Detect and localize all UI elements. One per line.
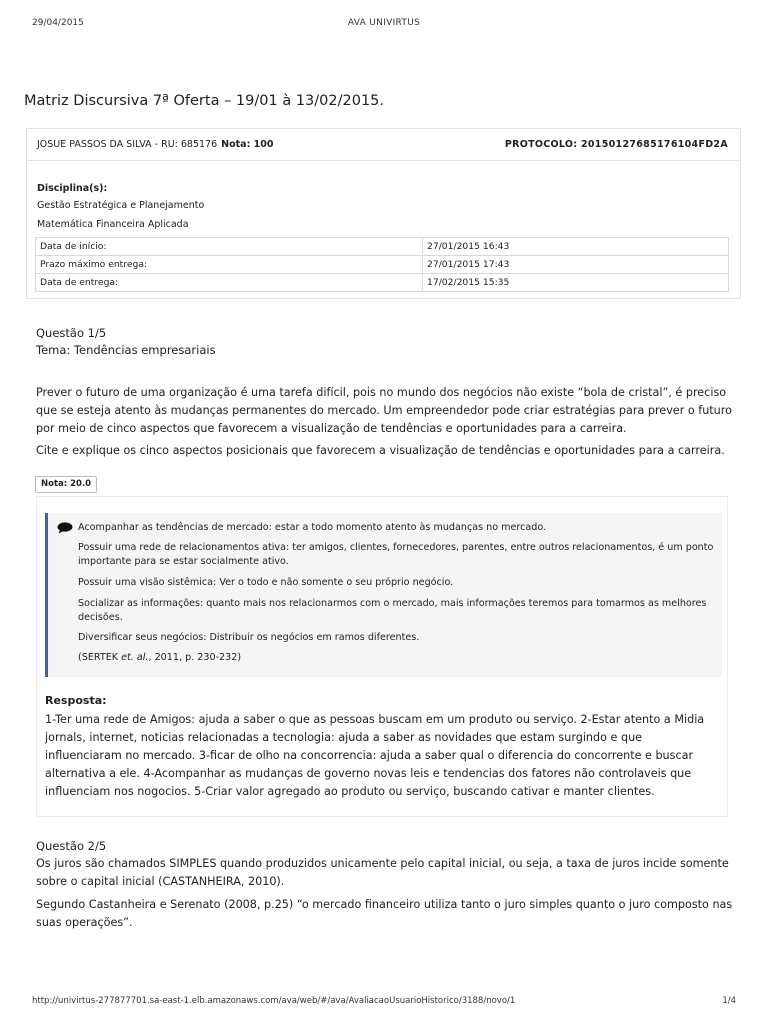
exam-info-box	[26, 128, 741, 299]
exam-info-header	[27, 129, 740, 161]
reference-item: Socializar as informações: quanto mais nos relacionarmos com o mercado, mais informações teremos para tomarmos as melhores decisões.	[78, 598, 707, 623]
table-row	[36, 256, 729, 274]
citation-author: (SERTEK	[78, 652, 122, 663]
reference-citation	[78, 651, 718, 665]
answer-panel	[36, 496, 728, 817]
date-label: Prazo máximo entrega:	[36, 256, 423, 274]
question-1-prompt: Cite e explique os cinco aspectos posicionais que favorecem a visualização de tendências e oportunidades para a carreira.	[36, 444, 725, 457]
question-1-header	[36, 325, 216, 359]
reference-item: Acompanhar as tendências de mercado: estar a todo momento atento às mudanças no mercado.	[78, 522, 547, 533]
table-row	[36, 238, 729, 256]
question-2-quote: Segundo Castanheira e Serenato (2008, p.25) “o mercado financeiro utiliza tanto o juro simples quanto o juro composto nas suas operações”.	[36, 898, 733, 929]
response-label: Resposta:	[45, 694, 107, 707]
total-grade: Nota: 100	[221, 139, 274, 150]
disciplina-item: Matemática Financeira Aplicada	[37, 219, 189, 230]
question-2-header	[36, 838, 106, 855]
date-value: 27/01/2015 16:43	[423, 238, 729, 256]
disciplinas-label: Disciplina(s):	[37, 183, 108, 194]
date-value: 17/02/2015 15:35	[423, 274, 729, 292]
question-1-statement: Prever o futuro de uma organização é uma tarefa difícil, pois no mundo dos negócios não existe “bola de cristal”, é preciso que se esteja atento às mudanças permanentes do mercado. Um empreendedor pode criar estratégias para prever o futuro por meio de cinco aspectos que favorecem a visualização de tendências e oportunidades para a carreira.	[36, 386, 732, 435]
citation-year-pages: , 2011, p. 230-232)	[148, 652, 242, 663]
question-theme: Tema: Tendências empresariais	[36, 343, 216, 357]
page-title: Matriz Discursiva 7ª Oferta – 19/01 à 13/02/2015.	[24, 93, 385, 109]
question-title: Questão 1/5	[36, 326, 107, 340]
page-url: http://univirtus-277877701.sa-east-1.elb.amazonaws.com/ava/web/#/ava/AvaliacaoUsuarioHistorico/3188/novo/1	[32, 996, 516, 1006]
student-info	[37, 139, 274, 150]
table-row	[36, 274, 729, 292]
protocol-number: PROTOCOLO: 20150127685176104FD2A	[504, 139, 728, 150]
date-label: Data de início:	[36, 238, 423, 256]
question-title: Questão 2/5	[36, 839, 107, 853]
date-label: Data de entrega:	[36, 274, 423, 292]
citation-etal: et. al.	[121, 652, 149, 663]
print-footer	[32, 996, 736, 1008]
reference-item: Possuir uma rede de relacionamentos ativa: ter amigos, clientes, fornecedores, parentes, entre outros relacionamentos, é um ponto importante para se estar socialmente ativo.	[78, 542, 714, 567]
student-response: 1-Ter uma rede de Amigos: ajuda a saber o que as pessoas buscam em um produto ou serviço. 2-Estar atento a Midia jornals, internet, noticias relacionadas a tecnologia: ajuda a saber as novidades que estam surgindo e que influenciaram no mercado. 3-ficar de olho na concorrencia: ajuda a saber qual o diferencia do concorrente e buscar alternativa a ele. 4-Acompanhar as mudanças de governo novas leis e tendencias dos fatores não controlaveis que influenciam nos nogocios. 5-Criar valor agregado ao produto ou serviço, buscando cativar e manter clientes.	[45, 713, 705, 798]
page-number: 1/4	[722, 996, 736, 1006]
dates-table	[35, 237, 729, 292]
speech-bubble-icon	[57, 522, 73, 534]
reference-item: Possuir uma visão sistêmica: Ver o todo e não somente o seu próprio negócio.	[78, 577, 454, 588]
reference-item: Diversificar seus negócios: Distribuir os negócios em ramos diferentes.	[78, 632, 420, 643]
student-name: JOSUE PASSOS DA SILVA - RU: 685176	[37, 139, 218, 150]
print-date: 29/04/2015	[32, 18, 84, 28]
print-site-title: AVA UNIVIRTUS	[347, 18, 421, 28]
question-grade-badge: Nota: 20.0	[35, 476, 97, 493]
date-value: 27/01/2015 17:43	[423, 256, 729, 274]
reference-answer-box	[45, 513, 722, 677]
disciplina-item: Gestão Estratégica e Planejamento	[37, 200, 205, 211]
print-header	[32, 18, 736, 30]
question-2-statement: Os juros são chamados SIMPLES quando produzidos unicamente pelo capital inicial, ou seja, a taxa de juros incide somente sobre o capital inicial (CASTANHEIRA, 2010).	[36, 857, 729, 888]
